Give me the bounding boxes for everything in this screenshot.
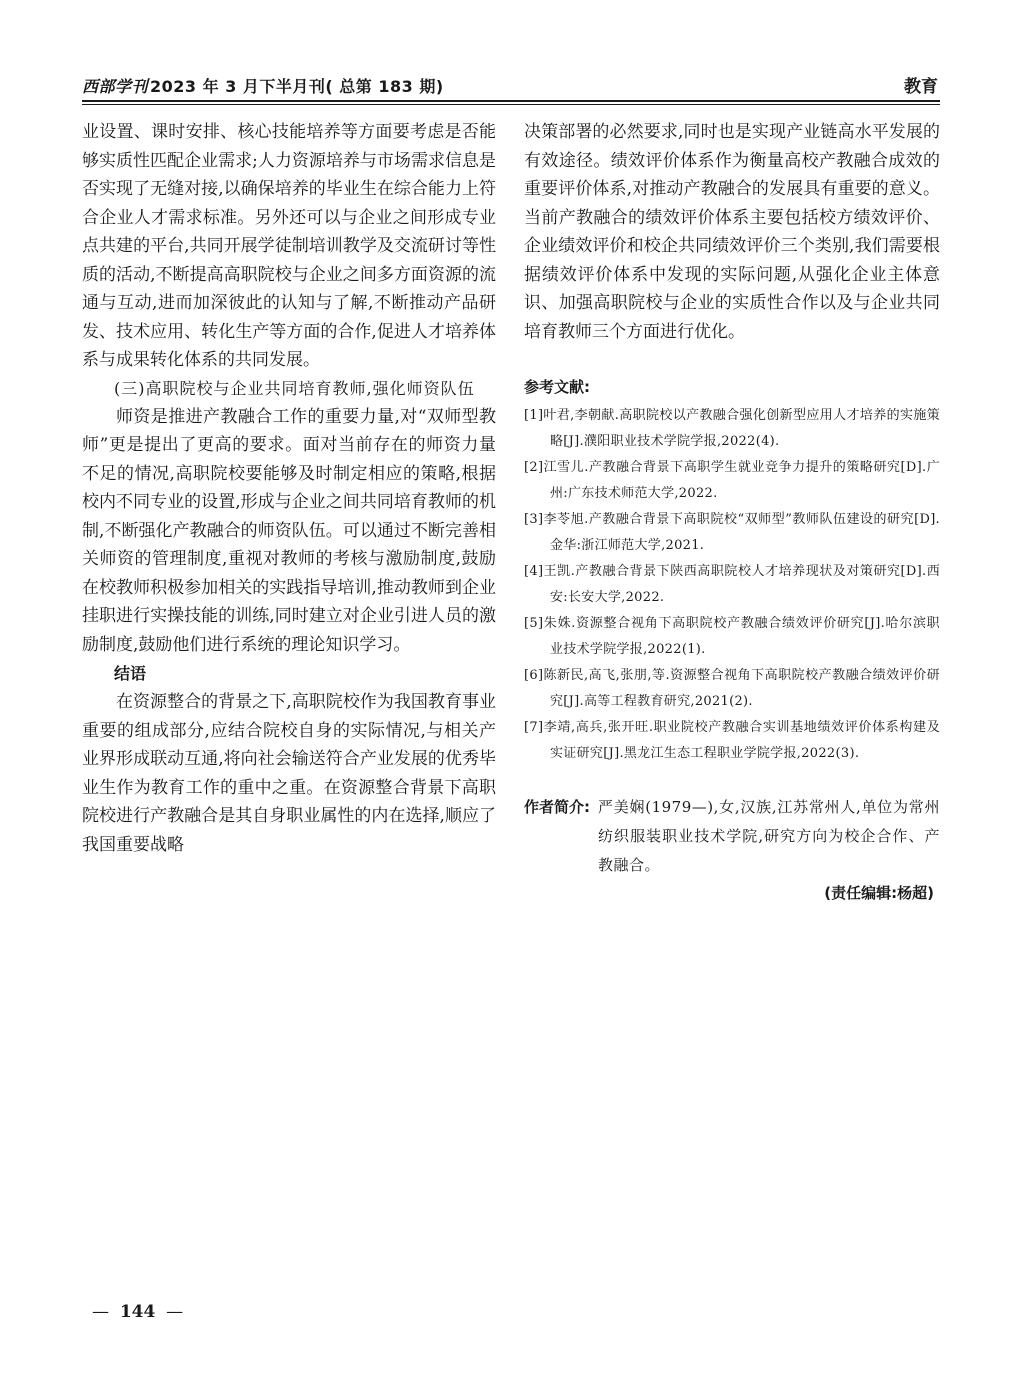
page-number: — 144 — (92, 1302, 184, 1322)
issue-info: 2023 年 3 月下半月刊( 总第 183 期) (150, 77, 444, 96)
header-rule-thin (82, 104, 940, 105)
reference-item: [6]陈新民,高飞,张朋,等.资源整合视角下高职院校产教融合绩效评价研究[J].高等工程教育研究,2021(2). (524, 668, 940, 709)
author-label: 作者简介: (524, 798, 590, 816)
subsection-heading: (三)高职院校与企业共同培育教师,强化师资队伍 (114, 378, 475, 398)
page-number-value: 144 (119, 1302, 156, 1322)
body-paragraph: 师资是推进产教融合工作的重要力量,对“双师型教师”更是提出了更高的要求。面对当前存在的师资力量不足的情况,高职院校要能够及时制定相应的策略,根据校内不同专业的设置,形成与企业之间共同培育教师的机制,不断强化产教融合的师资队伍。可以通过不断完善相关师资的管理制度,重视对教师的考核与激励制度,鼓励在校教师积极参加相关的实践指导培训,推动教师到企业挂职进行实操技能的训练,同时建立对企业引进人员的激励制度,鼓励他们进行系统的理论知识学习。 (82, 406, 496, 655)
reference-item: [1]叶君,李朝献.高职院校以产教融合强化创新型应用人才培养的实施策略[J].濮阳职业技术学院学报,2022(4). (524, 408, 940, 449)
reference-item: [2]江雪儿.产教融合背景下高职学生就业竞争力提升的策略研究[D].广州:广东技术师范大学,2022. (524, 460, 940, 501)
body-paragraph: 业设置、课时安排、核心技能培养等方面要考虑是否能够实质性匹配企业需求;人力资源培养与市场需求信息是否实现了无缝对接,以确保培养的毕业生在综合能力上符合企业人才需求标准。另外还可以与企业之间形成专业点共建的平台,共同开展学徒制培训教学及交流研讨等性质的活动,不断提高高职院校与企业之间多方面资源的流通与互动,进而加深彼此的认知与了解,不断推动产品研发、技术应用、转化生产等方面的合作,促进人才培养体系与成果转化体系的共同发展。 (82, 122, 496, 370)
author-bio (524, 793, 940, 880)
journal-logo: 西部学刊 (82, 77, 149, 96)
right-column (524, 118, 940, 903)
journal-issue-line (82, 74, 444, 97)
references-list (524, 403, 940, 767)
reference-item: [7]李靖,高兵,张开旺.职业院校产教融合实训基地绩效评价体系构建及实证研究[J].黑龙江生态工程职业学院学报,2022(3). (524, 720, 940, 761)
page-header (82, 72, 940, 98)
reference-item: [3]李苓旭.产教融合背景下高职院校“双师型”教师队伍建设的研究[D].金华:浙江师范大学,2021. (524, 512, 940, 553)
reference-item: [5]朱姝.资源整合视角下高职院校产教融合绩效评价研究[J].哈尔滨职业技术学院学报,2022(1). (524, 616, 940, 657)
references-title: 参考文献: (524, 378, 590, 396)
reference-item: [4]王凯.产教融合背景下陕西高职院校人才培养现状及对策研究[D].西安:长安大学,2022. (524, 564, 940, 605)
section-label: 教育 (904, 77, 938, 97)
left-column (82, 118, 496, 859)
editor-credit: (责任编辑:杨超) (824, 884, 934, 902)
body-paragraph: 在资源整合的背景之下,高职院校作为我国教育事业重要的组成部分,应结合院校自身的实际情况,与相关产业界形成联动互通,将向社会输送符合产业发展的优秀毕业生作为教育工作的重中之重。在资源整合背景下高职院校进行产教融合是其自身职业属性的内在选择,顺应了我国重要战略 (82, 692, 496, 855)
conclusion-heading: 结语 (114, 664, 147, 683)
author-text: 严美娴(1979—),女,汉族,江苏常州人,单位为常州纺织服装职业技术学院,研究方向为校企合作、产教融合。 (598, 798, 940, 874)
body-paragraph: 决策部署的必然要求,同时也是实现产业链高水平发展的有效途径。绩效评价体系作为衡量高校产教融合成效的重要评价体系,对推动产教融合的发展具有重要的意义。当前产教融合的绩效评价体系主要包括校方绩效评价、企业绩效评价和校企共同绩效评价三个类别,我们需要根据绩效评价体系中发现的实际问题,从强化企业主体意识、加强高职院校与企业的实质性合作以及与企业共同培育教师三个方面进行优化。 (524, 122, 940, 342)
header-rule (82, 100, 940, 102)
